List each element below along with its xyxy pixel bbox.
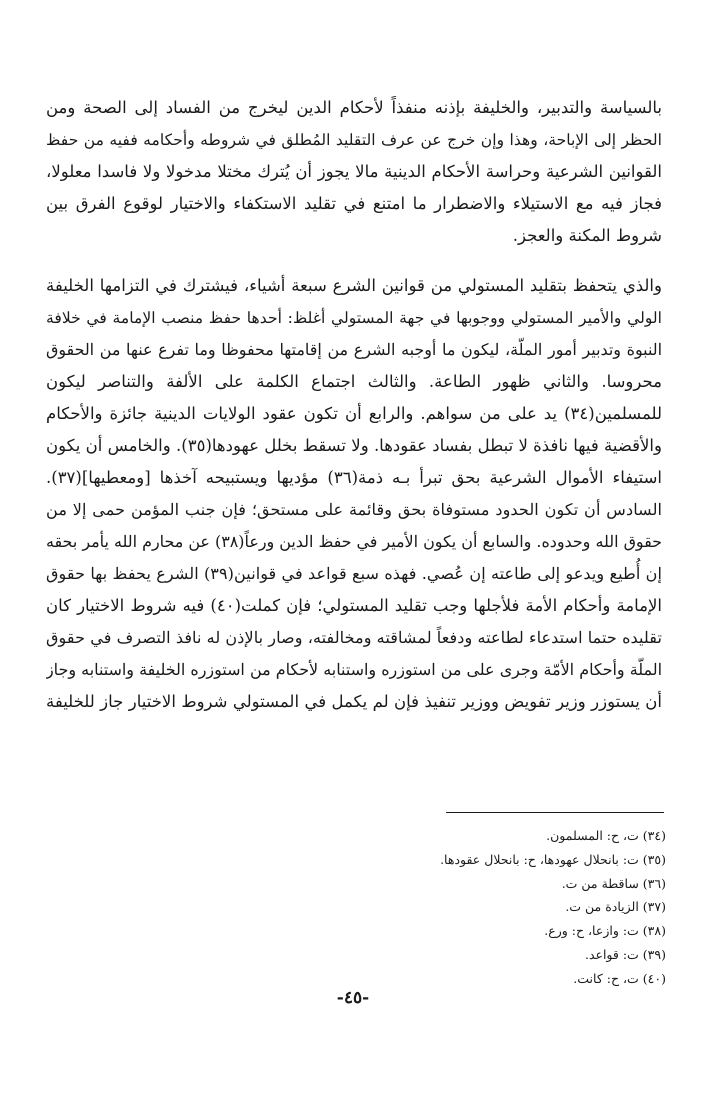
text-line: الملّة وأحكام الأمّة وجرى على من استوزره واستنابه لأحكام من استوزره الخليفة واستنابه وجاز xyxy=(46,660,662,679)
footnote: (٣٩) ت: قواعد. xyxy=(584,946,666,962)
paragraph-2 xyxy=(46,270,662,718)
footnote: (٣٧) الزيادة من ت. xyxy=(565,899,666,915)
text-line: حقوق الله وحدوده. والسابع أن يكون الأمير في حفظ الدين ورعاً(٣٨) عن محارم الله يأمر بحقه xyxy=(46,532,662,551)
text-line: القوانين الشرعية وحراسة الأحكام الدينية مالا يجوز أن يُترك مختلا مدخولا ولا فاسدا معلولا، xyxy=(46,162,662,181)
footnote: (٣٤) ت، ح: المسلمون. xyxy=(546,828,666,843)
paragraph-1 xyxy=(46,92,662,252)
footnote: (٤٠) ت، ح: كانت. xyxy=(573,970,666,986)
text-line: أن يستوزر وزير تفويض ووزير تنفيذ فإن لم يكمل في المستولي شروط الاختيار جاز للخليفة xyxy=(46,692,662,711)
text-line: الحظر إلى الإباحة، وهذا وإن خرج عن عرف التقليد المُطلق في شروطه وأحكامه ففيه من حفظ xyxy=(46,131,662,149)
footnotes xyxy=(326,824,666,991)
footnote: (٣٦) ساقطة من ت. xyxy=(561,875,666,891)
text-line: شروط المكنة والعجز. xyxy=(512,226,662,245)
text-line: للمسلمين(٣٤) يد على من سواهم. والرابع أن تكون عقود الولايات الدينية جائزة والأحكام xyxy=(46,404,662,423)
text-line: السادس أن تكون الحدود مستوفاة بحق وقائمة على مستحق؛ فإن جنب المؤمن حمى إلا من xyxy=(46,500,662,519)
text-line: والذي يتحفظ بتقليد المستولي من قوانين الشرع سبعة أشياء، فيشترك في التزامها الخليفة xyxy=(46,276,662,295)
main-text xyxy=(46,92,662,718)
text-line: الولي والأمير المستولي ووجوبها في جهة المستولي أغلظ: أحدها حفظ منصب الإمامة في خلافة xyxy=(46,309,662,327)
text-line: النبوة وتدبير أمور الملّة، ليكون ما أوجبه الشرع من إقامتها محفوظا وما تفرع عنها من الحقوق xyxy=(46,340,662,359)
text-line: بالسياسة والتدبير، والخليفة بإذنه منفذاً لأحكام الدين ليخرج من الفساد إلى الصحة ومن xyxy=(46,98,662,117)
paragraph-gap xyxy=(46,252,662,270)
page-number: -٤٥- xyxy=(336,988,370,1008)
footnote: (٣٥) ت: بانحلال عهودها، ح: بانحلال عقودها. xyxy=(440,851,666,867)
text-line: الإمامة وأحكام الأمة فلأجلها وجب تقليد المستولي؛ فإن كملت(٤٠) فيه شروط الاختيار كان xyxy=(46,596,662,615)
footnote-divider xyxy=(446,812,664,813)
text-line: استيفاء الأموال الشرعية بحق تبرأ بـه ذمة(٣٦) مؤديها ويستبيحه آخذها [ومعطيها](٣٧). xyxy=(46,468,662,487)
text-line: تقليده حتما استدعاء لطاعته ودفعاً لمشاقته ومخالفته، وصار بالإذن له نافذ التصرف في حقوق xyxy=(46,628,662,647)
text-line: إن أُطيع ويدعو إلى طاعته إن عُصي. فهذه سبع قواعد في قوانين(٣٩) الشرع يحفظ بها حقوق xyxy=(46,564,662,583)
text-line: والأقضية فيها نافذة لا تبطل بفساد عقودها. ولا تسقط بخلل عهودها(٣٥). والخامس أن يكون xyxy=(46,436,662,455)
text-line: فجاز فيه مع الاستيلاء والاضطرار ما امتنع في تقليد الاستكفاء والاختيار لوقوع الفرق بين xyxy=(46,194,662,213)
footnote: (٣٨) ت: وازعا، ح: ورع. xyxy=(544,923,666,939)
text-line: محروسا. والثاني ظهور الطاعة. والثالث اجتماع الكلمة على الألفة والتناصر ليكون xyxy=(46,372,662,391)
